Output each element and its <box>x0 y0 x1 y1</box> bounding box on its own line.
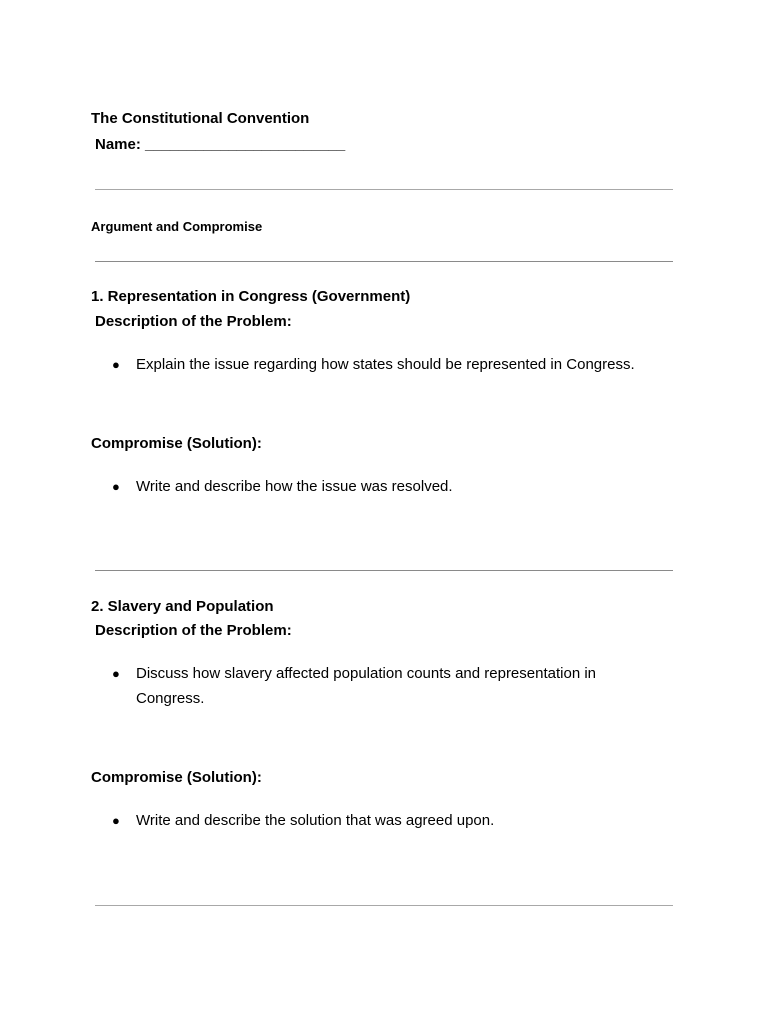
section-heading: 2. Slavery and Population <box>91 598 274 615</box>
problem-prompt: Discuss how slavery affected population counts and representation in Congress. <box>136 665 596 707</box>
bullet-icon: ● <box>112 357 120 372</box>
bullet-icon: ● <box>112 479 120 494</box>
compromise-prompt: Write and describe the solution that was agreed upon. <box>136 812 495 829</box>
name-field[interactable]: Name: ________________________ <box>95 136 346 153</box>
document-title: The Constitutional Convention <box>91 110 310 127</box>
list-item <box>112 474 672 499</box>
compromise-label: Compromise (Solution): <box>91 769 262 786</box>
bullet-icon: ● <box>112 666 120 681</box>
problem-prompt: Explain the issue regarding how states should be represented in Congress. <box>136 356 635 373</box>
problem-label: Description of the Problem: <box>95 313 292 330</box>
bullet-icon: ● <box>112 813 120 828</box>
subheading: Argument and Compromise <box>91 219 263 234</box>
list-item <box>112 352 672 377</box>
divider <box>95 189 673 190</box>
list-item <box>112 661 642 711</box>
list-item <box>112 808 672 833</box>
divider <box>95 570 673 571</box>
divider <box>95 261 673 262</box>
divider <box>95 905 673 906</box>
compromise-prompt: Write and describe how the issue was resolved. <box>136 478 453 495</box>
problem-label: Description of the Problem: <box>95 622 292 639</box>
compromise-label: Compromise (Solution): <box>91 435 262 452</box>
section-heading: 1. Representation in Congress (Government) <box>91 288 411 305</box>
